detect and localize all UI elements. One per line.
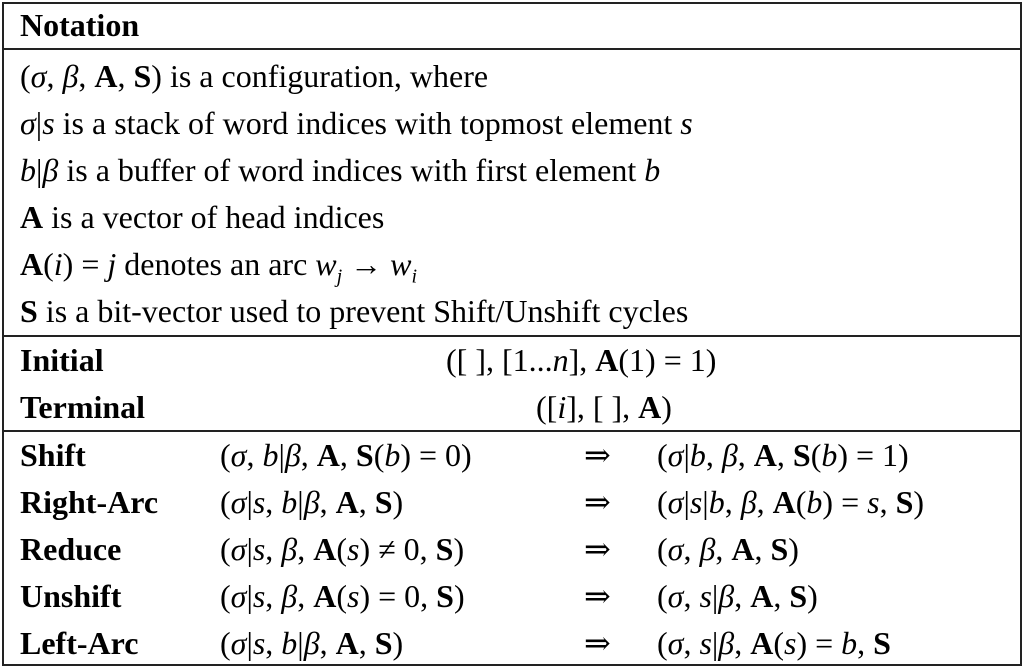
table-header: Notation: [20, 7, 140, 43]
transition-to-reduce: (σ, β, A, S): [657, 531, 799, 567]
transition-from-reduce: (σ|s, β, A(s) ≠ 0, S): [220, 531, 465, 567]
math-expression: (σ, β, A, S): [20, 58, 162, 94]
implies-arrow-icon: ⇒: [584, 578, 611, 614]
transition-to-unshift: (σ, s|β, A, S): [657, 578, 818, 614]
math-expression: σ|s: [20, 105, 55, 141]
transition-to-right-arc: (σ|s|b, β, A(b) = s, S): [657, 484, 925, 520]
implies-arrow-icon: ⇒: [584, 531, 611, 567]
state-label-terminal: Terminal: [20, 389, 146, 425]
notation-text: is a configuration, where: [161, 58, 489, 94]
transition-label-right-arc: Right-Arc: [20, 484, 159, 520]
transition-label-reduce: Reduce: [20, 531, 122, 567]
notation-row-configuration: [20, 53, 488, 99]
notation-text: is a vector of head indices: [43, 199, 385, 235]
state-value-terminal: ([i], [ ], A): [536, 389, 672, 425]
transition-from-unshift: (σ|s, β, A(s) = 0, S): [220, 578, 465, 614]
transition-label-left-arc: Left-Arc: [20, 625, 139, 661]
notation-row-buffer: [20, 147, 660, 193]
transition-label-shift: Shift: [20, 437, 86, 473]
math-expression: A(i) = j: [20, 246, 117, 282]
state-value-initial: ([ ], [1...n], A(1) = 1): [446, 342, 717, 378]
transition-to-shift: (σ|b, β, A, S(b) = 1): [657, 437, 909, 473]
notation-text: denotes an arc: [116, 246, 316, 282]
notation-row-heads: [20, 194, 384, 240]
transition-label-unshift: Unshift: [20, 578, 122, 614]
transition-from-left-arc: (σ|s, b|β, A, S): [220, 625, 404, 661]
implies-arrow-icon: ⇒: [584, 437, 611, 473]
math-expression: S: [20, 293, 38, 329]
notation-row-bitvector: [20, 288, 688, 334]
math-expression: b|β: [20, 152, 59, 188]
notation-row-stack: [20, 100, 693, 146]
transition-from-shift: (σ, b|β, A, S(b) = 0): [220, 437, 472, 473]
implies-arrow-icon: ⇒: [584, 484, 611, 520]
math-expression: s: [680, 105, 693, 141]
math-expression: A: [20, 199, 44, 235]
state-label-initial: Initial: [20, 342, 104, 378]
math-expression: b: [644, 152, 661, 188]
notation-text: is a stack of word indices with topmost element: [54, 105, 681, 141]
header-divider: [4, 48, 1020, 50]
implies-arrow-icon: ⇒: [584, 625, 611, 661]
transition-system-table: [2, 2, 1022, 666]
transition-from-right-arc: (σ|s, b|β, A, S): [220, 484, 404, 520]
math-expression: $w_j \to w_i$: [315, 246, 418, 288]
notation-text: is a buffer of word indices with first element: [58, 152, 645, 188]
notation-text: is a bit-vector used to prevent Shift/Unshift cycles: [37, 293, 689, 329]
transition-to-left-arc: (σ, s|β, A(s) = b, S: [657, 625, 891, 661]
